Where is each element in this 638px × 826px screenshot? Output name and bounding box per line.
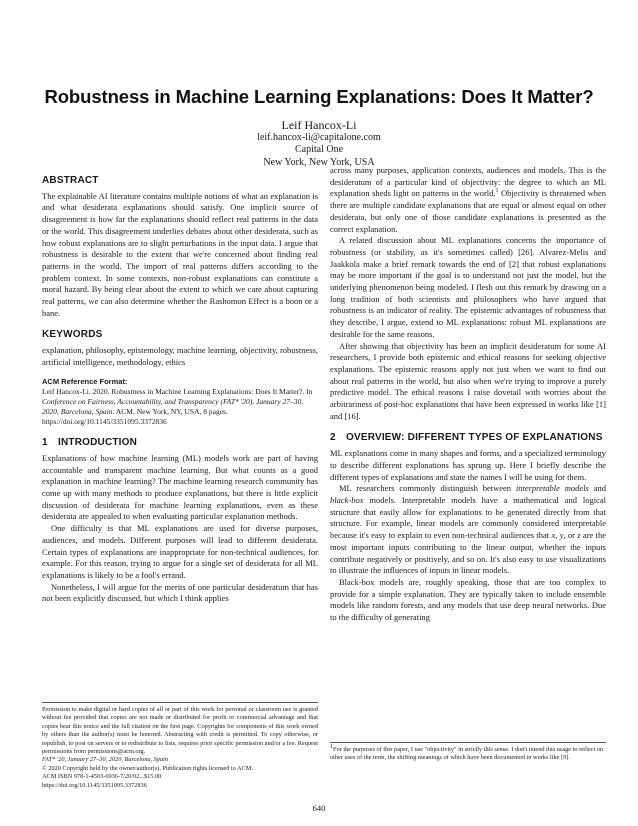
intro-heading: 1 INTRODUCTION [42,437,138,449]
copyright-line: © 2020 Copyright held by the owner/author(s). Publication rights licensed to ACM. [42,764,253,772]
right-paragraph-1: across many purposes, application contexts, audiences and models. This is the desideratum of a particular kind of objectivity: the degree to which an ML explanation sheds light on patterns in the world.$^1$ Objectivity is threatened when there are multiple candidate explanations that are equal or almost equal on other desiderata, but only one of those candidate explanations is presented as the correct explanation. [330,165,607,234]
left-column [42,175,318,605]
author-location: New York, New York, USA [263,156,375,168]
right-paragraph-6: Black-box models are, roughly speaking, those that are too complex to provide for a simple explanation. They are typically taken to include ensemble models like random forests, and any models that use deep neural networks. Due to the difficulty of generating [330,576,606,623]
keywords-text: explanation, philosophy, epistemology, machine learning, objectivity, robustness, artificial intelligence, methodology, ethics [42,345,318,367]
permission-text: Permission to make digital or hard copies of all or part of this work for personal or classroom use is granted without fee provided that copies are not made or distributed for profit or commercial advantage and that copies bear this notice and the full citation on the first page. Copyrights for components of this work owned by others than the author(s) must be honored. Abstracting with credit is permitted. To copy otherwise, or republish, to post on servers or to redistribute to lists, requires prior specific permission and/or a fee. Request permissions from permissions@acm.org. [42,706,318,756]
right-paragraph-5: ML researchers commonly distinguish between interpretable models and black-box models. Interpretable models have a mathematical and logical structure that easily allow for explanations to be generated directly from that structure. For example, linear models are commonly considered interpretable because it's easy to explain to even non-technical audiences that x, y, or z are the most important inputs contributing to the linear output, whether the inputs contribute negatively or positively, and so on. It's also easy to use visualizations to illustrate the influences of inputs in linear models. [330,483,606,576]
keywords-heading: KEYWORDS [42,329,103,341]
conference-info: FAT* '20, January 27–30, 2020, Barcelona, Spain [42,756,168,764]
author-affiliation: Capital One [294,144,344,156]
paper-title: Robustness in Machine Learning Explanations: Does It Matter? [44,86,594,107]
isbn-line: ACM ISBN 978-1-4503-6936-7/20/02...$15.00 [42,773,162,781]
doi-link[interactable]: https://doi.org/10.1145/3351095.3372836 [42,781,147,789]
right-paragraph-2: A related discussion about ML explanations concerns the importance of robustness (or stability, as it's sometimes called) [26]. Alvarez-Melis and Jaakkola make a brief remark towards the end of [2] that robust explanations may be more important if the goal is to understand not just the model, but the underlying phenomenon being modeled. I flesh out this remark by drawing on a long tradition of both scientists and philosophers who have argued that robustness is an indicator of reality. The epistemic advantages of robustness that they describe, I argue, extend to ML explanations: robust ML explanations are desirable for the same reasons. [330,235,606,339]
section-2-heading: 2 OVERVIEW: DIFFERENT TYPES OF EXPLANATIONS [330,432,603,444]
abstract-text: The explainable AI literature contains multiple notions of what an explanation is and what desiderata explanations should satisfy. One implicit source of disagreement is how far the explanations should reflect real patterns in the data or the world. This disagreement underlies debates about other desiderata, such as how robust explanations are to slight perturbations in the input data. I argue that robustness is desirable to the extent that we're concerned about finding real patterns in the world. The import of real patterns differs according to the problem context. In some contexts, non-robust explanations can constitute a moral hazard. By being clear about the extent to which we care about capturing real patterns, we can also determine whether the Rashomon Effect is a boon or a bane. [42,190,318,318]
right-column [330,165,606,624]
footnote-marker[interactable]: 1 [495,188,499,195]
acm-reference-text: Leif Hancox-Li. 2020. Robustness in Machine Learning Explanations: Does It Matter?. In Conference on Fairness, Accountability, and Transparency (FAT* '20), January 27–30, 2020, Barcelona, Spain. ACM, New York, NY, USA, 8 pages. https://doi.org/10.1145/3351095.3372836 [42,387,313,427]
abstract-heading: ABSTRACT [42,175,99,186]
acm-reference-heading: ACM Reference Format: [42,376,128,386]
author-block [0,118,638,169]
footnote: $^1$For the purposes of this paper, I use "objectivity" in strictly this sense. I don't intend this usage to reflect on other uses of the term, the shifting meanings of which have been documented in works like [9]. [330,742,606,763]
footnote-number: 1 [330,743,333,750]
author-email: leif.hancox-li@capitalone.com [257,132,381,143]
author-name: Leif Hancox-Li [281,118,357,132]
page-number: 640 [312,803,326,813]
permission-notice [42,702,318,790]
intro-paragraph-1: Explanations of how machine learning (ML) models work are part of having accountable and transparent machine learning. But what counts as a good explanation in machine learning? The machine learning research community has come up with many methods to produce explanations, but there is little explicit discussion of desiderata for machine learning explanations, even as these desiderata are appealed to when evaluating particular explanation methods. [42,452,318,522]
right-paragraph-4: ML explanations come in many shapes and forms, and a specialized terminology to describe different explanations has sprung up. Here I briefly describe the different types of explanations and state the names I will be using for them. [330,448,606,482]
intro-paragraph-3: Nonetheless, I will argue for the merits of one particular desideratum that has not been explicitly discussed, but which I think applies [42,581,318,604]
intro-paragraph-2: One difficulty is that ML explanations are used for diverse purposes, audiences, and models. Different purposes will lead to different desiderata. Certain types of explanations are inappropriate for non-technical audiences, for example. For this reason, trying to argue for a single set of desiderata for all ML explanations is likely to be a fool's errand. [42,523,318,580]
right-paragraph-3: After showing that objectivity has been an implicit desideratum for some AI researchers, I provide both epistemic and ethical reasons for seeking objective explanations. The epistemic reasons apply not just when we want to find out about real patterns in the world, but also when we're trying to improve a purely predictive model. The ethical reasons I raise dovetail with worries about the arbitrariness of post-hoc explanations that have been expressed in works like [1] and [16]. [330,340,606,421]
